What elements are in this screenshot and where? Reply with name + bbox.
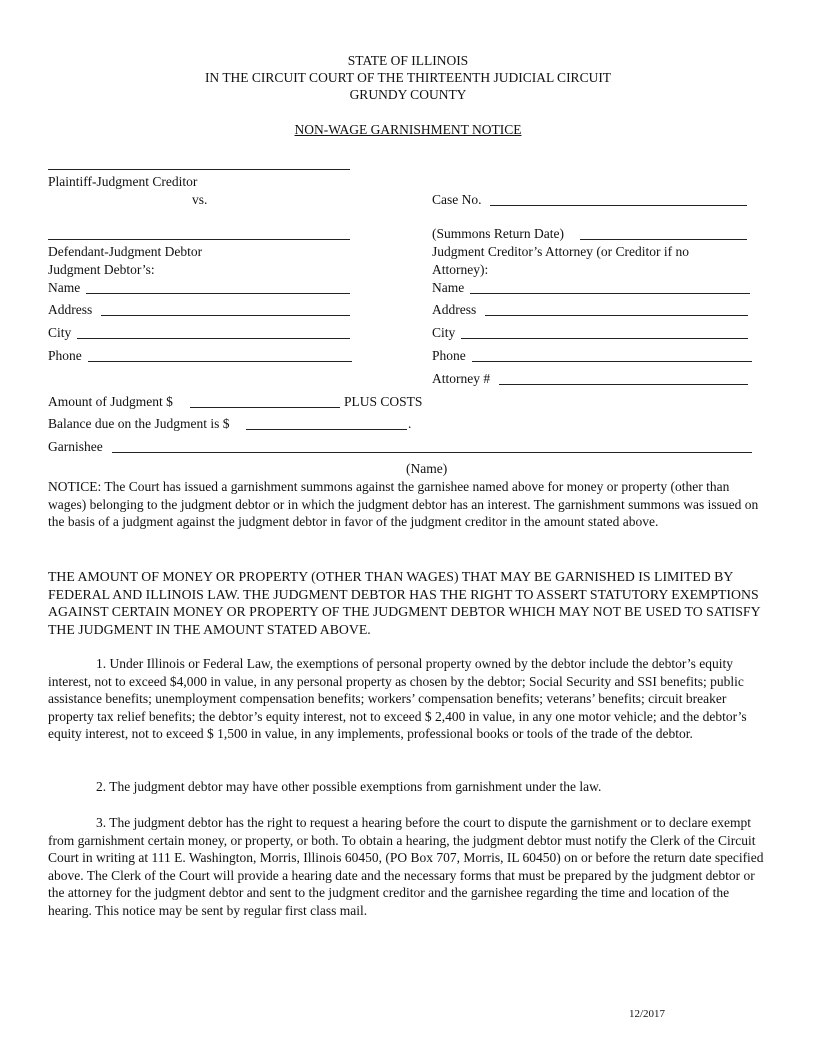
case-no-line[interactable] (490, 205, 747, 206)
debtor-phone-line[interactable] (88, 361, 352, 362)
balance-label: Balance due on the Judgment is $ (48, 416, 230, 431)
court-county: GRUNDY COUNTY (349, 87, 467, 102)
versus-label: vs. (192, 192, 208, 207)
attorney-number-label: Attorney # (432, 371, 491, 386)
judgment-amount-line[interactable] (190, 407, 340, 408)
debtor-heading: Judgment Debtor’s: (48, 262, 155, 277)
creditor-phone-label: Phone (432, 348, 466, 363)
creditor-name-label: Name (432, 280, 465, 295)
case-no-label: Case No. (432, 192, 482, 207)
attorney-heading-1: Judgment Creditor’s Attorney (or Creditor if no (432, 244, 689, 259)
debtor-phone-label: Phone (48, 348, 82, 363)
creditor-city-label: City (432, 325, 456, 340)
form-title (0, 121, 816, 138)
summons-return-label: (Summons Return Date) (432, 226, 564, 241)
defendant-label: Defendant-Judgment Debtor (48, 244, 203, 259)
balance-line[interactable] (246, 429, 407, 430)
attorney-number-line[interactable] (499, 384, 748, 385)
form-title-text: NON-WAGE GARNISHMENT NOTICE (294, 122, 522, 137)
plus-costs-label: PLUS COSTS (344, 394, 423, 409)
attorney-heading-2: Attorney): (432, 262, 489, 277)
debtor-address-line[interactable] (101, 315, 350, 316)
balance-period: . (408, 416, 412, 431)
creditor-name-line[interactable] (470, 293, 750, 294)
exemption-item-1: 1. Under Illinois or Federal Law, the exemptions of personal property owned by the debtor include the debtor’s equity interest, not to exceed $4,000 in value, in any personal property as chosen by the debtor; Social Security and SSI benefits; public assistance benefits; unemployment compensation benefits; workers’ compensation benefits; veterans’ benefits; circuit breaker property tax relief benefits; the debtor’s equity interest, not to exceed $ 2,400 in value, in any one motor vehicle; and the debtor’s equity interest, not to exceed $ 1,500 in value, in any implements, professional books or tools of the trade of the debtor. (48, 656, 747, 742)
debtor-name-line[interactable] (86, 293, 350, 294)
debtor-address-label: Address (48, 302, 93, 317)
exemption-item-3: 3. The judgment debtor has the right to request a hearing before the court to dispute the garnishment or to declare exempt from garnishment certain money, or property, or both. To obtain a hearing, the judgment debtor must notify the Clerk of the Circuit Court in writing at 111 E. Washington, Morris, Illinois 60450, (PO Box 707, Morris, IL 60450) on or before the return date specified above. The Clerk of the Court will provide a hearing date and the necessary forms that must be prepared by the judgment debtor or the attorney for the judgment debtor and sent to the judgment creditor and the garnishee regarding the time and location of the hearing. This notice may be sent by regular first class mail. (48, 815, 764, 918)
exemption-item-2: 2. The judgment debtor may have other possible exemptions from garnishment under the law. (96, 779, 602, 794)
plaintiff-label: Plaintiff-Judgment Creditor (48, 174, 198, 189)
debtor-city-line[interactable] (77, 338, 350, 339)
revision-date: 12/2017 (629, 1008, 666, 1020)
judgment-amount-label: Amount of Judgment $ (48, 394, 173, 409)
plaintiff-line[interactable] (48, 169, 350, 170)
garnishee-label: Garnishee (48, 439, 103, 454)
summons-return-line[interactable] (580, 239, 747, 240)
defendant-line[interactable] (48, 239, 350, 240)
creditor-address-label: Address (432, 302, 477, 317)
notice-paragraph: NOTICE: The Court has issued a garnishment summons against the garnishee named above for money or property (other than wages) belonging to the judgment debtor or in which the judgment debtor has an interest. The garnishment summons was issued on the basis of a judgment against the judgment debtor in favor of the judgment creditor in the amount stated above. (48, 479, 759, 530)
garnishee-line[interactable] (112, 452, 752, 453)
garnishee-name-caption: (Name) (406, 461, 448, 476)
debtor-city-label: City (48, 325, 72, 340)
court-name: IN THE CIRCUIT COURT OF THE THIRTEENTH JUDICIAL CIRCUIT (204, 70, 612, 85)
creditor-city-line[interactable] (461, 338, 748, 339)
debtor-name-label: Name (48, 280, 81, 295)
creditor-address-line[interactable] (485, 315, 748, 316)
creditor-phone-line[interactable] (472, 361, 752, 362)
court-state: STATE OF ILLINOIS (347, 53, 469, 68)
notice-caps-paragraph: THE AMOUNT OF MONEY OR PROPERTY (OTHER THAN WAGES) THAT MAY BE GARNISHED IS LIMITED BY FEDERAL AND ILLINOIS LAW. THE JUDGMENT DEBTOR HAS THE RIGHT TO ASSERT STATUTORY EXEMPTIONS AGAINST CERTAIN MONEY OR PROPERTY OF THE JUDGMENT DEBTOR WHICH MAY NOT BE USED TO SATISFY THE JUDGMENT IN THE AMOUNT STATED ABOVE. (48, 569, 761, 637)
